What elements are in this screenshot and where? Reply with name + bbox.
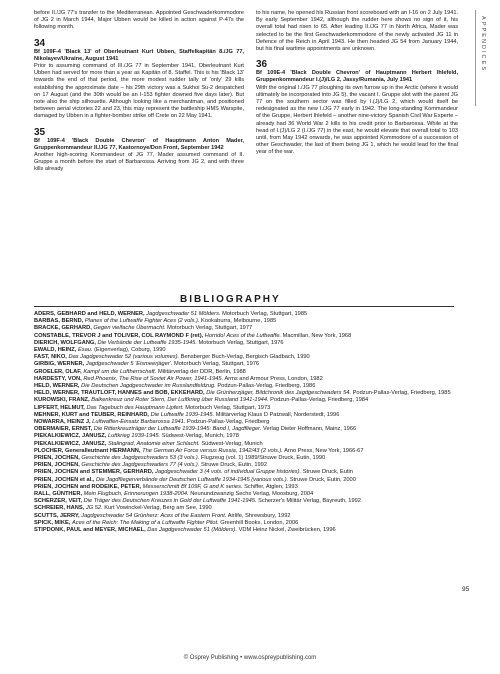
entry-title: Luftwaffen-Einsatz Barbarossa 1941. [92, 419, 186, 426]
page-number: 95 [462, 586, 470, 593]
bibliography-entry [34, 419, 456, 426]
plate-35-title: Bf 109F-4 'Black Double Chevron' of Hauptmann Anton Mader, Gruppenkommandeur II./JG 77, Kastornoye/Don Front, September 1942 [34, 137, 244, 151]
entry-title: Esau. [77, 347, 93, 354]
bibliography-entry [34, 455, 456, 462]
plate-36-text: With the original I./JG 77 ploughing its own furrow up in the Arctic (where it would ultimately be incorporated into JG 5), the vacant I. Gruppe slot with the parent JG 77 on the southern sector was filled by I.(J)/LG 2, which would itself be redesignated as the new I./JG 77 early in 1942. The long-standing Kommandeur of the Gruppe, Herbert Ihlefeld – another nine-victory Spanish Civil War Experte – already had 36 World War 2 kills to his credit prior to Barbarossa. While at the head of I.(J)/LG 2 (I./JG 77) in the east, he would elevate that overall total to 103 until, from May 1942 onwards, he was appointed Kommodore of a succession of other Geschwader, the last of them being JG 1, which he would lead for the final year of the war. [256, 84, 458, 156]
entry-title: Die Verbände der Luftwaffe 1935-1945. [97, 339, 197, 346]
section-side-label: APPENDICES [480, 16, 486, 73]
entry-author: PRIEN, JOCHEN, [34, 462, 80, 469]
publisher-footer: © Osprey Publishing • www.ospreypublishing.com [183, 655, 317, 661]
bibliography-entry [34, 376, 456, 383]
entry-publisher: Schiffer, Atglen, 1993 [244, 483, 298, 490]
left-column [34, 10, 244, 174]
side-divider [475, 10, 476, 106]
bibliography-entry [34, 311, 456, 318]
entry-title: Jagdgeschwader 3 (4 vols. of individual Gruppe histories). [155, 469, 302, 476]
bibliography-entry [34, 448, 456, 455]
entry-title: Red Phoenix, The Rise of Soviet Air Power, 1941-1945. [83, 375, 224, 382]
bibliography-entry [34, 433, 456, 440]
bibliography-entry [34, 354, 456, 361]
entry-title: Geschichte des Jagdgeschwaders 53 (3 vols.). [81, 455, 200, 462]
bibliography-entry [34, 383, 456, 390]
plate-number-35: 35 [34, 126, 46, 138]
bibliography-entry [34, 390, 456, 397]
entry-author: PIEKALKIEWICZ, JANUSZ, [34, 433, 107, 440]
entry-title: Aces of the Reich: The Making of a Luftwaffe Fighter Pilot. [71, 519, 219, 526]
entry-publisher: Militärverlag der DDR, Berlin, 1988 [157, 368, 246, 375]
entry-title: Messerschmitt Bf 109F, G and K series. [142, 483, 243, 490]
entry-title: Das Jagdgeschwader 52 (various volumes). [68, 354, 180, 361]
entry-author: STIPDONK, PAUL and MEYER, MICHAEL, [34, 527, 146, 534]
entry-author: OBERMAIER, ERNST, [34, 426, 93, 433]
bibliography-entry [34, 405, 456, 412]
bibliography-header [34, 295, 454, 307]
entry-author: ADERS, GEBHARD and HELD, WERNER, [34, 311, 145, 317]
entry-author: FAST, NIKO, [34, 354, 67, 361]
entry-publisher: Podzun-Pallas-Verlag, Friedberg, 1986 [217, 383, 316, 390]
bibliography-entry [34, 477, 456, 484]
entry-author: KUROWSKI, FRANZ, [34, 397, 90, 404]
entry-title: Das Jagdgeschwader 51 (Mölders). [147, 527, 238, 534]
entry-publisher: Macmillan, New York, 1968 [282, 332, 352, 339]
entry-author: GROELER, OLAF, [34, 368, 82, 375]
entry-publisher: Motorbuch Verlag, Stuttgart, 1985 [222, 311, 308, 317]
bibliography-entry [34, 397, 456, 404]
entry-author: DIERICH, WOLFGANG, [34, 339, 96, 346]
entry-author: PIEKALKIEWICZ, JANUSZ, [34, 440, 107, 447]
entry-publisher: Podzun-Pallas-Verlag, Friedberg, 1985 [352, 390, 451, 397]
entry-author: PLOCHER, Generalleutnant HERMANN, [34, 447, 141, 454]
entry-author: BRACKE, GERHARD, [34, 325, 92, 332]
bibliography-title: BIBLIOGRAPHY [176, 294, 285, 305]
entry-publisher: VDM Heinz Nickel, Zweibrücken, 1996 [238, 527, 336, 534]
bibliography-entry [34, 505, 456, 512]
plate-36-title: Bf 109E-4 'Black Double Chevron' of Hauptmann Herbert Ihlefeld, Gruppenkommandeur I.(J)/LG 2, Jassy/Rumania, July 1941 [256, 70, 458, 84]
entry-author: SCHREIER, HANS, [34, 505, 85, 512]
entry-publisher: Motorbuch Verlag, Stuttgart, 1976 [174, 361, 260, 368]
entry-title: The German Air Force versus Russia, 1942/43 (2 vols.). [142, 447, 283, 454]
bibliography-entry [34, 333, 456, 340]
bibliography-entry [34, 361, 456, 368]
entry-publisher: Struwe Druck, Eutin, 2000 [289, 476, 356, 483]
entry-publisher: Militärverlag Klaus D Patzwall, Norderstedt, 1996 [215, 411, 340, 418]
bibliography-entry [34, 412, 456, 419]
left-intro-text: before II./JG 77's transfer to the Mediterranean. Appointed Geschwaderkommodore of JG 2 in March 1944, Major Ubben would be killed in action against P-47s the following month. [34, 10, 244, 31]
bibliography-list [34, 311, 456, 534]
entry-author: LIPFERT, HELMUT, [34, 404, 85, 411]
entry-publisher: Arms and Armour Press, London, 1982 [224, 375, 323, 382]
bibliography-entry [34, 498, 456, 505]
entry-publisher: Verlag Dieter Hoffmann, Mainz, 1966 [263, 426, 357, 433]
entry-title: Jagdgeschwader 5 'Eismeerjäger'. [85, 361, 173, 368]
right-column [256, 10, 458, 157]
entry-author: PRIEN, JOCHEN and RODEIKE, PETER, [34, 483, 142, 490]
entry-author: GIRBIG, WERNER, [34, 361, 85, 368]
entry-author: PRIEN, JOCHEN, [34, 455, 80, 462]
bibliography-entry [34, 325, 456, 332]
entry-publisher: Südwest-Verlag, Munich [201, 440, 263, 447]
entry-title: Stalingrad, Anatomie einer Schlacht. [107, 440, 200, 447]
bibliography-entry [34, 520, 456, 527]
bibliography-entry [34, 462, 456, 469]
bibliography-entry [34, 469, 456, 476]
entry-title: Die Grünherzjäger, Bildchronik des Jagdgeschwaders 54. [206, 390, 352, 397]
entry-author: NOWARRA, HEINZ J, [34, 419, 91, 426]
entry-title: Jagdgeschwader 51 Mölders. [146, 311, 221, 317]
entry-publisher: Kookaburra, Melbourne, 1985 [201, 318, 277, 325]
entry-title: Die Träger des Deutschen Kreuzes in Gold der Luftwaffe 1941-1945. [83, 498, 257, 505]
entry-publisher: Podzun-Pallas-Verlag, Friedberg, 1984 [270, 397, 369, 404]
right-intro-text: to his name, he opened his Russian front scoreboard with an I-16 on 2 July 1941. By early September 1942, although the rudder here shows no sign of it, his overall total had risen to 65. After leading II./JG 77 in North Africa, Mader was selected to be the first Geschwaderkommodore of the newly activated JG 11 in Defence of the Reich in April 1943. He then headed JG 54 from January 1944, but his final wartime appointments are unknown. [256, 10, 458, 53]
entry-title: Geschichte des Jagdgeschwaders 77 (4 vols.). [81, 462, 200, 469]
bibliography-entry [34, 484, 456, 491]
bibliography-entry [34, 513, 456, 520]
entry-title: JG 52. [85, 505, 103, 512]
entry-publisher: Arno Press, New York, 1966-67 [284, 447, 364, 454]
entry-publisher: Airlife, Shrewsbury, 1992 [227, 512, 291, 519]
plate-number-34: 34 [34, 37, 46, 49]
entry-title: Balkenkreuz und Roter Stern, Der Luftkrieg über Russland 1941-1944. [91, 397, 269, 404]
entry-publisher: Struwe Druck, Eutin [302, 469, 353, 476]
entry-publisher: Motorbuch Verlag, Stuttgart, 1976 [198, 339, 284, 346]
entry-author: EWALD, HEINZ, [34, 347, 77, 354]
entry-publisher: Scherzer's Militär Verlag, Bayreuth, 1992 [258, 498, 361, 505]
entry-author: HELD, WERNER, TRAUTLOFT, HANNES and BOB, EKKEHARD, [34, 390, 205, 397]
bibliography-entry [34, 347, 456, 354]
entry-title: Die Ritterkreuzträger der Luftwaffe 1939-1945: Band I, Jagdflieger. [93, 426, 262, 433]
entry-publisher: (Eigenverlag), Coburg, 1990 [94, 347, 166, 354]
plate-35-text: Another high-scoring Kommandeur of JG 77, Mader assumed command of II. Gruppe a month before the start of Barbarossa. Arriving from JG 2, and with three kills already [34, 152, 244, 173]
bibliography-entry [34, 441, 456, 448]
entry-title: Die Deutschen Jagdgeschwader im Russlandfeldzug. [81, 383, 216, 390]
entry-publisher: Bensberger Buch-Verlag, Bergisch Gladbach, 1990 [180, 354, 310, 361]
entry-title: Gegen vielfache Übermacht. [93, 325, 166, 332]
entry-title: Kampf um die Luftherrschaft. [83, 368, 157, 375]
plate-number-36: 36 [256, 59, 268, 71]
entry-publisher: Struwe Druck, Eutin, 1992 [200, 462, 268, 469]
entry-author: SCHERZER, VEIT, [34, 498, 83, 505]
entry-publisher: Motorbuch Verlag, Stuttgart, 1977 [167, 325, 253, 332]
entry-title: Horrido! Aces of the Luftwaffe. [204, 332, 282, 339]
entry-publisher: Kurt Vowinckel-Verlag, Berg am See, 1990 [104, 505, 212, 512]
entry-author: PRIEN, JOCHEN et al., [34, 476, 95, 483]
entry-title: Die Jagdfliegerverbände der Deutschen Luftwaffe 1934-1945 (various vols.). [95, 476, 289, 483]
entry-author: HELD, WERNER, [34, 383, 80, 390]
plate-34-text: Prior to assuming command of III./JG 77 in September 1941, Oberleutnant Kurt Ubben had served for more than a year as Kapitän of 8. Staffel. This is his 'Black 13' towards the end of that period, the more modest rudder tally of 'only' 29 kills establishing the approximate date – his 29th victory was a Sukhoi Su-2 despatched on 17 August (and the 30th would be an I-153 fighter downed five days later). But note also the ship silhouette. Although looking like a merchantman, and positioned between aerial victories 22 and 23, this may represent the battleship HMS Warspite, damaged by Ubben in a fighter-bomber strike off Crete on 22 May 1941. [34, 63, 244, 120]
entry-title: Luftkrieg 1939-1945. [107, 433, 161, 440]
entry-title: Das Tagebuch des Hauptmann Lipfert. [86, 404, 184, 411]
entry-publisher: Flugzeug (vol. 1) 1989/Struwe Druck, Eutin, 1990 [200, 455, 326, 462]
entry-publisher: Südwest-Verlag, Munich, 1978 [161, 433, 239, 440]
entry-publisher: Greenhill Books, London, 2006 [220, 519, 299, 526]
bibliography-entry [34, 527, 456, 534]
bibliography-entry [34, 340, 456, 347]
entry-publisher: Podzun-Pallas-Verlag, Friedberg [187, 419, 270, 426]
entry-title: Die Luftwaffe 1939-1945. [150, 411, 215, 418]
bibliography-rule [34, 306, 454, 307]
entry-author: MEHNER, KURT and TEUBER, REINHARD, [34, 411, 150, 418]
entry-title: Planes of the Luftwaffe Fighter Aces (2 vols.). [84, 318, 200, 325]
entry-title: Jagdgeschwader 54 Grünherz: Aces of the Eastern Front. [81, 512, 227, 519]
entry-publisher: Motorbuch Verlag, Stuttgart, 1973 [185, 404, 271, 411]
entry-author: BARBAS, BERND, [34, 318, 84, 325]
entry-publisher: Neunundzwanzig Sechs Verlag, Moosburg, 2004 [190, 491, 314, 498]
entry-author: RALL, GÜNTHER, [34, 491, 83, 498]
plate-34-title: Bf 109F-4 'Black 13' of Oberleutnant Kurt Ubben, Staffelkapitän 8./JG 77, Nikolayev/Ukraine, August 1941 [34, 48, 244, 62]
bibliography-entry [34, 426, 456, 433]
entry-author: CONSTABLE, TREVOR J and TOLIVER, COL RAYMOND F (ret), [34, 332, 204, 339]
entry-author: PRIEN, JOCHEN and STEMMER, GERHARD, [34, 469, 154, 476]
entry-author: HARDESTY, VON, [34, 375, 82, 382]
entry-title: Mein Flugbuch, Erinnerungen 1938-2004. [83, 491, 189, 498]
entry-author: SPICK, MIKE, [34, 519, 71, 526]
bibliography-entry [34, 491, 456, 498]
entry-author: SCUTTS, JERRY, [34, 512, 80, 519]
bibliography-entry [34, 369, 456, 376]
